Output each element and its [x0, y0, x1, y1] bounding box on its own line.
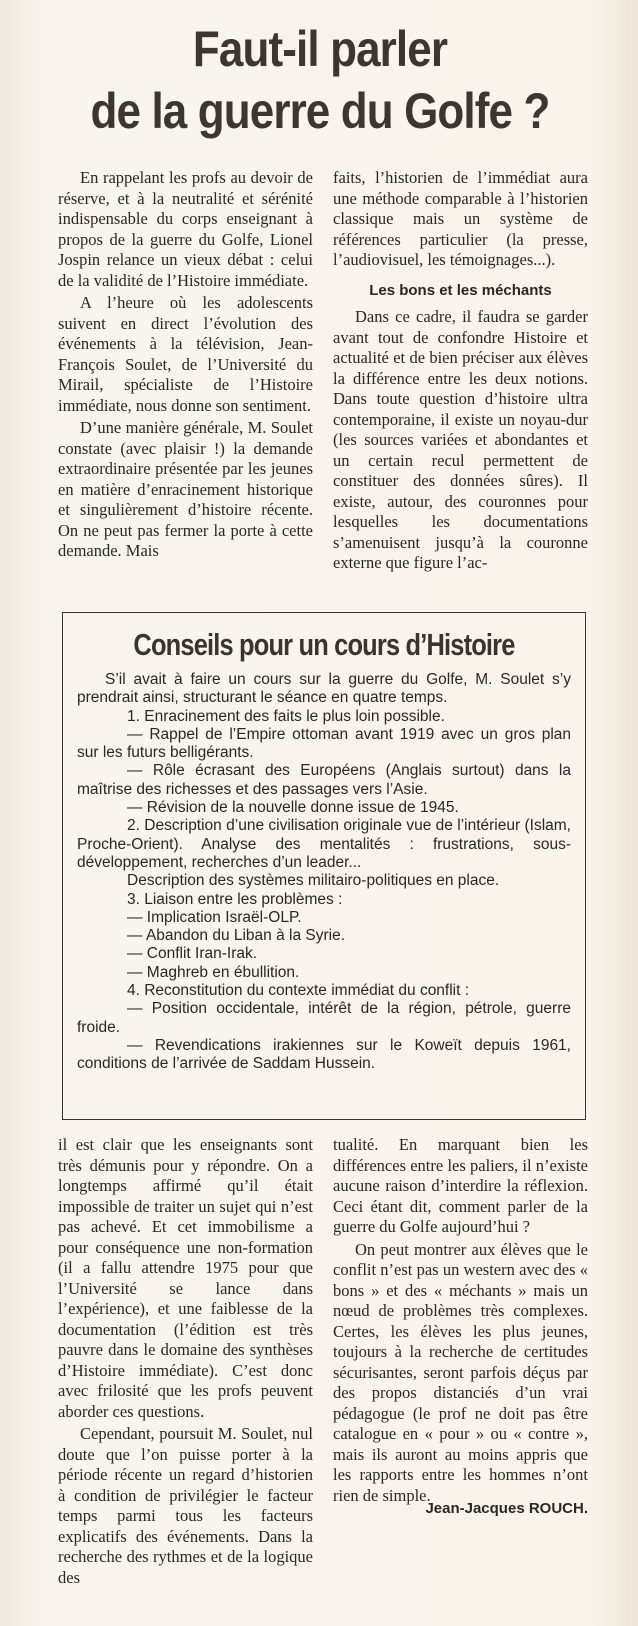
box-intro: S’il avait à faire un cours sur la guerre du Golfe, M. Soulet s’y prendrait ainsi, structurant le séance en quatre temps.	[77, 671, 571, 707]
list-item: 3. Liaison entre les problèmes :	[127, 890, 343, 908]
list-item: — Abandon du Liban à la Syrie.	[127, 927, 346, 945]
article-column-4	[333, 1135, 588, 1506]
article-column-2	[333, 168, 588, 574]
box-title: Conseils pour un cours d’Histoire	[133, 627, 515, 662]
list-item: Description des systèmes militairo-politiques en place.	[127, 872, 500, 890]
list-item: — Conflit Iran-Irak.	[127, 945, 258, 963]
sidebar-box	[62, 612, 586, 1120]
paragraph: Cependant, poursuit M. Soulet, nul doute que l’on puisse porter à la période récente un regard d’historien à condition de privilégier le facteur temps parmi tous les facteurs explicatifs des événements. Dans la recherche des rythmes et de la logique des	[58, 1424, 313, 1587]
article-column-3	[58, 1135, 313, 1588]
paragraph: A l’heure où les adolescents suivent en direct l’évolution des événements à la télévision, Jean-François Soulet, de l’Université du Mirail, spécialiste de l’Histoire immédiate, nous donne son sentiment.	[58, 293, 313, 415]
paragraph: D’une manière générale, M. Soulet constate (avec plaisir !) la demande extraordinaire présentée par les jeunes en matière d’enracinement historique et singulièrement d’histoire récente. On ne peut pas fermer la porte à cette demande. Mais	[58, 418, 313, 560]
list-item: — Maghreb en ébullition.	[127, 963, 300, 981]
paragraph: En rappelant les profs au devoir de réserve, et à la neutralité et sérénité indispensable du corps enseignant à propos de la guerre du Golfe, Lionel Jospin relance un vieux débat : celui de la validité de l’Histoire immédiate.	[58, 168, 313, 290]
list-item: — Implication Israël-OLP.	[127, 908, 302, 926]
headline-line-1: Faut-il parler	[192, 21, 448, 77]
paragraph: Dans ce cadre, il faudra se garder avant tout de confondre Histoire et actualité et de bien préciser aux élèves la différence entre les deux notions. Dans toute question d’histoire ultra contemporaine, il existe un noyau-dur (les sources variées et abondantes et un certain recul permettent de constituer des données sûres). Il existe, autour, des couronnes pour lesquelles les documentations s’amenuisent jusqu’à la couronne externe que figure l’ac-	[333, 307, 588, 572]
author-byline: Jean-Jacques ROUCH.	[425, 1500, 588, 1517]
paragraph: il est clair que les enseignants sont très démunis pour y répondre. On a longtemps affirmé qu’il était impossible de traiter un sujet qui n’est pas achevé. Et cet immobilisme a pour conséquence une non-formation (il a fallu attendre 1975 pour que l’Université se lance dans l’expérience), et une faiblesse de la documentation (l’édition est très pauvre dans le domaine des synthèses d’Histoire immédiate). C’est donc avec frilosité que les profs peuvent aborder ces questions.	[58, 1135, 313, 1421]
headline-line-2: de la guerre du Golfe ?	[90, 83, 550, 139]
list-item: 4. Reconstitution du contexte immédiat du conflit :	[127, 982, 470, 1000]
box-body	[77, 671, 571, 1074]
list-item: — Revendications irakiennes sur le Koweït depuis 1961, conditions de l’arrivée de Saddam Hussein.	[77, 1036, 571, 1073]
paragraph: tualité. En marquant bien les différences entre les paliers, il n’existe aucune raison d’interdire la réflexion. Ceci étant dit, comment parler de la guerre du Golfe aujourd’hui ?	[333, 1135, 588, 1236]
list-item: — Rôle écrasant des Européens (Anglais surtout) dans la maîtrise des richesses et des passages vers l’Asie.	[77, 762, 571, 798]
paragraph: faits, l’historien de l’immédiat aura une méthode comparable à l’historien classique mais un système de références particulier (la presse, l’audiovisuel, les témoignages...).	[333, 168, 588, 269]
headline	[74, 18, 567, 142]
article-column-1	[58, 168, 313, 562]
section-subheading: Les bons et les méchants	[369, 281, 552, 299]
list-item: — Rappel de l’Empire ottoman avant 1919 avec un gros plan sur les futurs belligérants.	[77, 725, 571, 762]
list-item: 1. Enracinement des faits le plus loin possible.	[127, 707, 445, 725]
list-item: — Révision de la nouvelle donne issue de 1945.	[127, 799, 459, 817]
paragraph: On peut montrer aux élèves que le conflit n’est pas un western avec des « bons » et des « méchants » mais un nœud de problèmes très complexes. Certes, les élèves les plus jeunes, toujours à la recherche de certitudes sécurisantes, seront parfois déçus par des propos distanciés d’un vrai pédagogue (le prof ne doit pas être catalogue en « pour » ou « contre », mais ils auront au moins appris que les rapports entre les hommes n’ont rien de simple.	[333, 1239, 588, 1505]
list-item: 2. Description d’une civilisation originale vue de l’intérieur (Islam, Proche-Orient). Analyse des mentalités : frustrations, sous-développement, recherches d’un leader...	[77, 817, 571, 871]
list-item: — Position occidentale, intérêt de la région, pétrole, guerre froide.	[77, 1000, 571, 1036]
